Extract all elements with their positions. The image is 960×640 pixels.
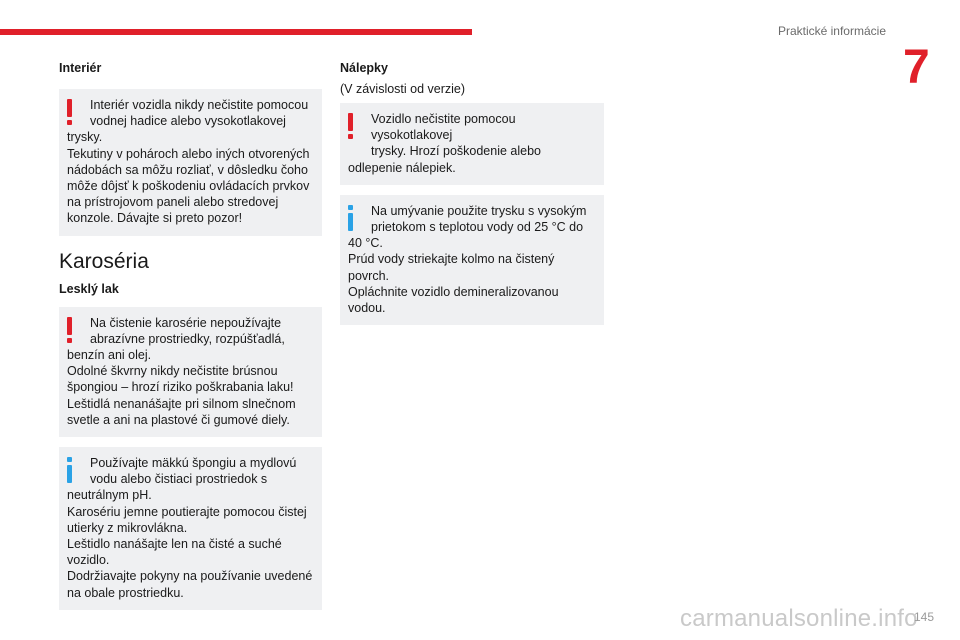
- text-line: Prúd vody striekajte kolmo na čistený povrch.: [348, 252, 555, 283]
- text-line: Na umývanie použite trysku s vysokým: [371, 203, 587, 218]
- text-line: Na čistenie karosérie nepoužívajte: [90, 315, 282, 330]
- text-line: Leštidlo nanášajte len na čisté a suché: [67, 537, 282, 552]
- chapter-accent-bar: [0, 29, 472, 35]
- gloss-warning-box: [59, 307, 322, 437]
- page-number: 145: [913, 610, 934, 624]
- text-line: môže dôjsť k poškodeniu ovládacích prvkov: [67, 179, 310, 194]
- watermark: carmanualsonline.info: [680, 605, 918, 632]
- text-line: Interiér vozidla nikdy nečistite pomocou: [90, 98, 309, 112]
- text-line: vodu alebo čistiaci prostriedok s: [90, 472, 268, 487]
- text-line: odlepenie nálepiek.: [348, 160, 456, 175]
- text-line: na obale prostriedku.: [67, 585, 184, 600]
- text-line: Používajte mäkkú špongiu a mydlovú: [90, 456, 297, 471]
- chapter-title: Praktické informácie: [777, 24, 886, 38]
- text-line: špongiou – hrozí riziko poškrabania laku!: [67, 380, 294, 395]
- stickers-version-note: (V závislosti od verzie): [340, 82, 466, 96]
- text-line: na prístrojovom paneli alebo stredovej: [67, 195, 279, 210]
- text-line: nádobách sa môžu rozliať, v dôsledku čoho: [67, 162, 308, 177]
- text-line: Tekutiny v pohároch alebo iných otvorených: [67, 146, 310, 161]
- stickers-info-box: [340, 195, 604, 325]
- info-icon: [59, 455, 81, 485]
- text-line: neutrálnym pH.: [67, 488, 152, 503]
- warning-icon: [59, 315, 81, 345]
- text-line: konzole. Dávajte si preto pozor!: [67, 211, 243, 226]
- text-line: Leštidlá nenanášajte pri silnom slnečnom: [67, 396, 296, 411]
- text-line: prietokom s teplotou vody od 25 °C do: [371, 220, 584, 235]
- text-line: Vozidlo nečistite pomocou vysokotlakovej: [371, 112, 516, 143]
- section-title-karoseria: Karoséria: [59, 249, 149, 273]
- warning-icon: [59, 97, 81, 127]
- interior-warning-box: [59, 89, 322, 236]
- text-line: Opláchnite vozidlo demineralizovanou vodou.: [348, 284, 559, 316]
- text-line: utierky z mikrovlákna.: [67, 520, 188, 535]
- text-line: svetle a ani na plastové či gumové diely.: [67, 412, 290, 427]
- warning-icon: [340, 111, 362, 141]
- text-line: trysky. Hrozí poškodenie alebo: [371, 144, 541, 159]
- stickers-warning-box: [340, 103, 604, 185]
- info-icon: [340, 203, 362, 233]
- text-line: vodnej hadice alebo vysokotlakovej: [90, 114, 286, 129]
- text-line: trysky.: [67, 130, 103, 145]
- chapter-number: 7: [903, 41, 930, 94]
- right-column: [340, 60, 604, 325]
- gloss-heading: Lesklý lak: [59, 281, 119, 296]
- text-line: Dodržiavajte pokyny na používanie uvedené: [67, 569, 313, 584]
- text-line: benzín ani olej.: [67, 348, 152, 363]
- text-line: Odolné škvrny nikdy nečistite brúsnou: [67, 364, 278, 379]
- text-line: Karosériu jemne poutierajte pomocou čistej: [67, 504, 307, 519]
- gloss-info-box: [59, 447, 322, 610]
- interior-heading: Interiér: [59, 61, 102, 75]
- left-column: [59, 60, 322, 610]
- stickers-heading: Nálepky: [340, 61, 388, 75]
- text-line: abrazívne prostriedky, rozpúšťadlá,: [90, 331, 285, 346]
- text-line: 40 °C.: [348, 236, 383, 251]
- text-line: vozidlo.: [67, 553, 110, 568]
